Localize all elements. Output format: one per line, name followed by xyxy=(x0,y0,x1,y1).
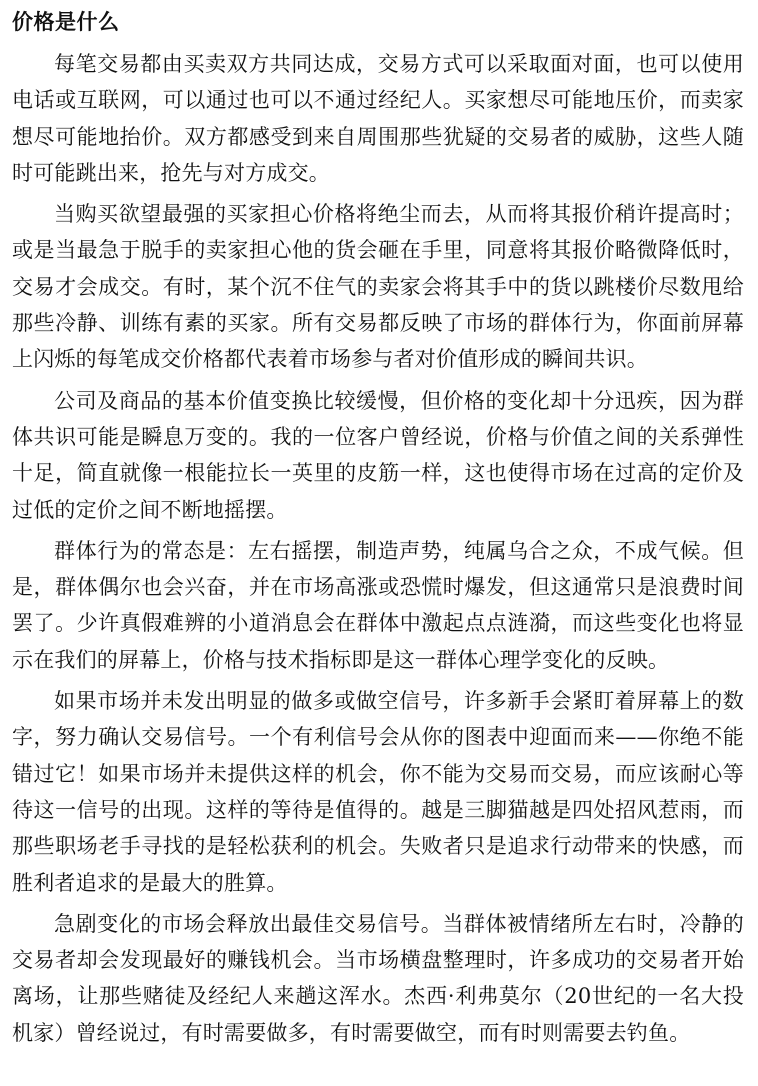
paragraph-4: 群体行为的常态是：左右摇摆，制造声势，纯属乌合之众，不成气候。但是，群体偶尔也会兴奋，并在市场高涨或恐慌时爆发，但这通常只是浪费时间罢了。少许真假难辨的小道消息会在群体中激起点点涟漪，而这些变化也将显示在我们的屏幕上，价格与技术指标即是这一群体心理学变化的反映。 xyxy=(12,538,744,672)
section-title: 价格是什么 xyxy=(12,10,120,34)
paragraph-1: 每笔交易都由买卖双方共同达成，交易方式可以采取面对面，也可以使用电话或互联网，可以通过也可以不通过经纪人。买家想尽可能地压价，而卖家想尽可能地抬价。双方都感受到来自周围那些犹疑的交易者的威胁，这些人随时可能跳出来，抢先与对方成交。 xyxy=(12,52,744,185)
paragraph-3: 公司及商品的基本价值变换比较缓慢，但价格的变化却十分迅疾，因为群体共识可能是瞬息万变的。我的一位客户曾经说，价格与价值之间的关系弹性十足，简直就像一根能拉长一英里的皮筋一样，这也使得市场在过高的定价及过低的定价之间不断地摇摆。 xyxy=(12,388,744,522)
paragraph-2: 当购买欲望最强的买家担心价格将绝尘而去，从而将其报价稍许提高时；或是当最急于脱手的卖家担心他的货会砸在手里，同意将其报价略微降低时，交易才会成交。有时，某个沉不住气的卖家会将其手中的货以跳楼价尽数甩给那些冷静、训练有素的买家。所有交易都反映了市场的群体行为，你面前屏幕上闪烁的每笔成交价格都代表着市场参与者对价值形成的瞬间共识。 xyxy=(12,202,744,372)
paragraph-5: 如果市场并未发出明显的做多或做空信号，许多新手会紧盯着屏幕上的数字，努力确认交易信号。一个有利信号会从你的图表中迎面而来——你绝不能错过它！如果市场并未提供这样的机会，你不能为交易而交易，而应该耐心等待这一信号的出现。这样的等待是值得的。越是三脚猫越是四处招风惹雨，而那些职场老手寻找的是轻松获利的机会。失败者只是追求行动带来的快感，而胜利者追求的是最大的胜算。 xyxy=(12,689,744,895)
paragraph-6: 急剧变化的市场会释放出最佳交易信号。当群体被情绪所左右时，冷静的交易者却会发现最好的赚钱机会。当市场横盘整理时，许多成功的交易者开始离场，让那些赌徒及经纪人来趟这浑水。杰西·利弗莫尔（20世纪的一名大投机家）曾经说过，有时需要做多，有时需要做空，而有时则需要去钓鱼。 xyxy=(12,911,744,1045)
